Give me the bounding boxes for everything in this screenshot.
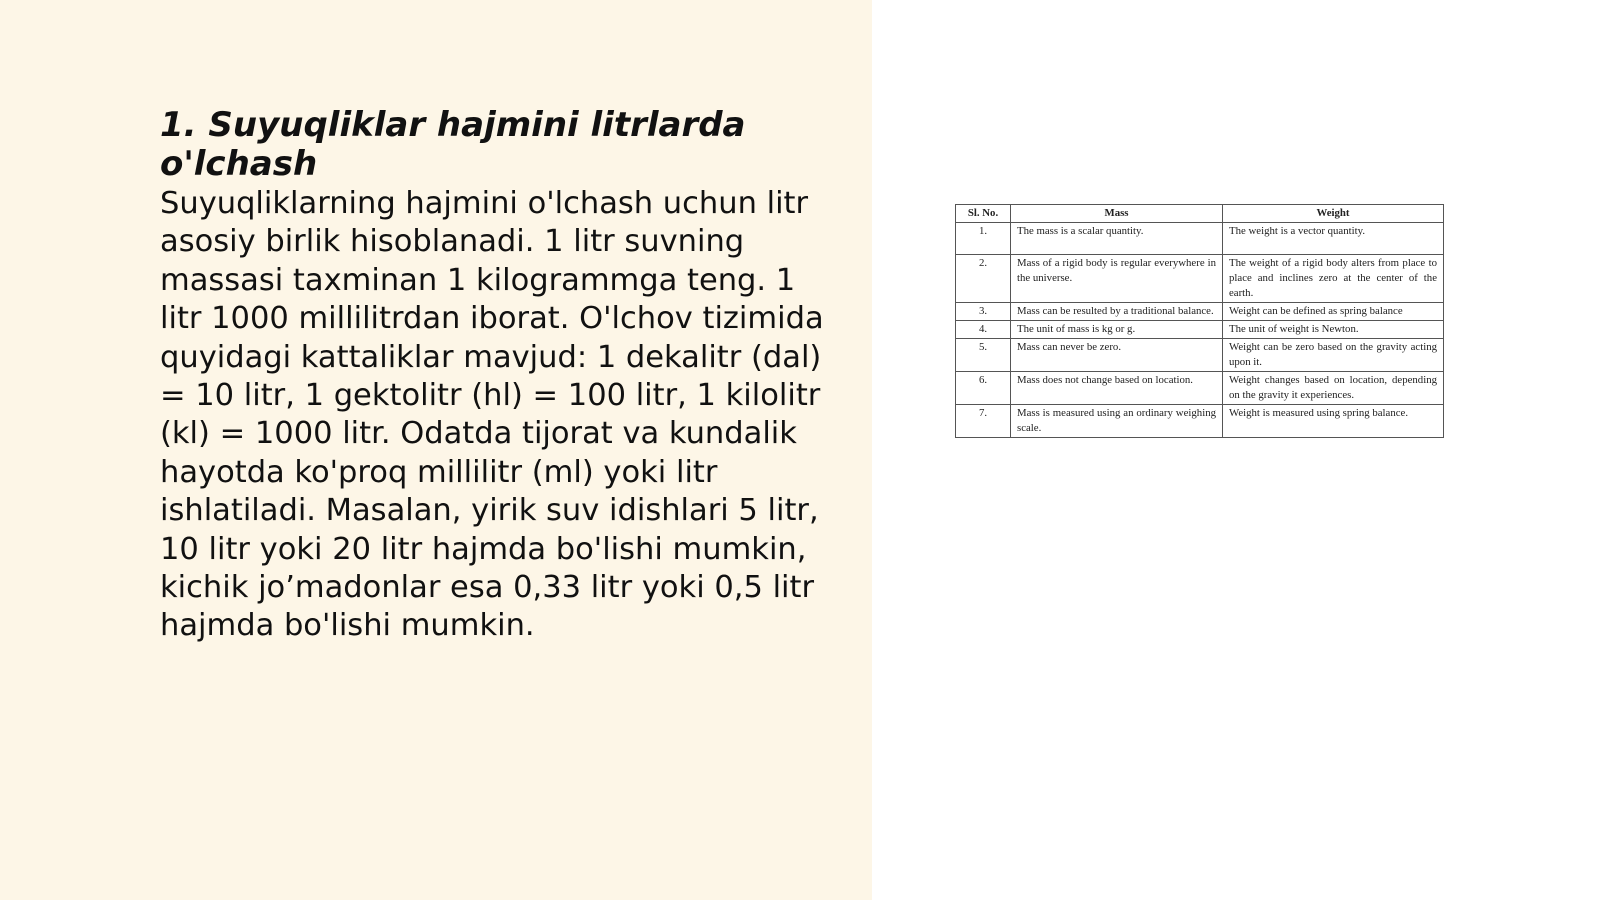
table-row bbox=[956, 303, 1444, 321]
cell-mass: Mass does not change based on location. bbox=[1011, 372, 1223, 405]
cell-weight: Weight is measured using spring balance. bbox=[1223, 405, 1444, 438]
cell-weight: The unit of weight is Newton. bbox=[1223, 321, 1444, 339]
table-row bbox=[956, 255, 1444, 303]
header-sl-no: Sl. No. bbox=[956, 205, 1011, 223]
cell-mass: Mass of a rigid body is regular everywhere in the universe. bbox=[1011, 255, 1223, 303]
cell-no: 4. bbox=[956, 321, 1011, 339]
cell-weight: Weight can be zero based on the gravity acting upon it. bbox=[1223, 339, 1444, 372]
cell-mass: Mass is measured using an ordinary weighing scale. bbox=[1011, 405, 1223, 438]
cell-no: 3. bbox=[956, 303, 1011, 321]
table-row bbox=[956, 339, 1444, 372]
slide-body-text: Suyuqliklarning hajmini o'lchash uchun litr asosiy birlik hisoblanadi. 1 litr suvning massasi taxminan 1 kilogrammga teng. 1 litr 1000 millilitrdan iborat. O'lchov tizimida quyidagi kattaliklar mavjud: 1 dekalitr (dal) = 10 litr, 1 gektolitr (hl) = 100 litr, 1 kilolitr (kl) = 1000 litr. Odatda tijorat va kundalik hayotda ko'proq millilitr (ml) yoki litr ishlatiladi. Masalan, yirik suv idishlari 5 litr, 10 litr yoki 20 litr hajmda bo'lishi mumkin, kichik jo’madonlar esa 0,33 litr yoki 0,5 litr hajmda bo'lishi mumkin. bbox=[160, 186, 824, 644]
cell-mass: The mass is a scalar quantity. bbox=[1011, 223, 1223, 255]
table-row bbox=[956, 223, 1444, 255]
cell-no: 6. bbox=[956, 372, 1011, 405]
header-mass: Mass bbox=[1011, 205, 1223, 223]
cell-mass: Mass can never be zero. bbox=[1011, 339, 1223, 372]
table-row bbox=[956, 321, 1444, 339]
cell-weight: Weight can be defined as spring balance bbox=[1223, 303, 1444, 321]
cell-mass: The unit of mass is kg or g. bbox=[1011, 321, 1223, 339]
slide-heading: 1. Suyuqliklar hajmini litrlarda o'lchash bbox=[160, 105, 746, 184]
table-row bbox=[956, 372, 1444, 405]
comparison-table-image bbox=[955, 204, 1443, 438]
cell-no: 7. bbox=[956, 405, 1011, 438]
cell-no: 2. bbox=[956, 255, 1011, 303]
cell-no: 1. bbox=[956, 223, 1011, 255]
mass-weight-table bbox=[955, 204, 1444, 438]
cell-weight: Weight changes based on location, depending on the gravity it experiences. bbox=[1223, 372, 1444, 405]
cell-weight: The weight is a vector quantity. bbox=[1223, 223, 1444, 255]
table-header-row bbox=[956, 205, 1444, 223]
header-weight: Weight bbox=[1223, 205, 1444, 223]
table-row bbox=[956, 405, 1444, 438]
cell-mass: Mass can be resulted by a traditional balance. bbox=[1011, 303, 1223, 321]
cell-weight: The weight of a rigid body alters from place to place and inclines zero at the center of the earth. bbox=[1223, 255, 1444, 303]
cell-no: 5. bbox=[956, 339, 1011, 372]
